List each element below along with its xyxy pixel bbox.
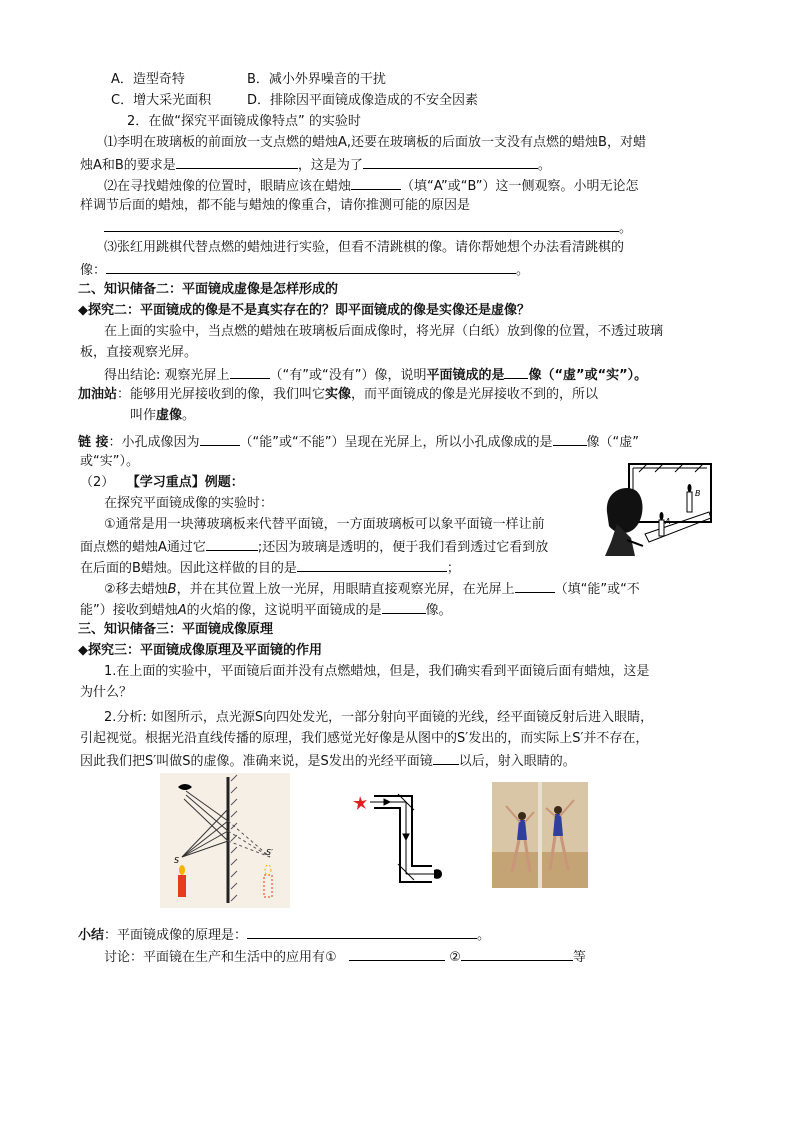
q2-p2-end: 。 bbox=[619, 221, 633, 236]
example-intro: 在探究平面镜成像的实验时： bbox=[104, 496, 274, 511]
answer-blank[interactable] bbox=[247, 924, 477, 939]
option-d: D．排除因平面镜成像造成的不安全因素 bbox=[247, 93, 479, 108]
example-s1-line3 bbox=[80, 557, 460, 579]
q2-p1-text1: 烛A和B的要求是 bbox=[80, 158, 176, 173]
jiayou-line2 bbox=[130, 406, 195, 426]
q2-p1-line2 bbox=[80, 154, 551, 176]
summary-end: 。 bbox=[477, 928, 491, 943]
answer-blank[interactable] bbox=[382, 599, 426, 614]
option-a: A．造型奇特 bbox=[111, 72, 185, 87]
answer-blank[interactable] bbox=[504, 364, 528, 379]
q2-p1-text2: ，这是为了 bbox=[297, 158, 363, 173]
label-b: B bbox=[695, 489, 701, 498]
section2-conclusion bbox=[104, 364, 647, 386]
gymnast-mirror-photo bbox=[492, 782, 588, 888]
observer-head bbox=[607, 488, 643, 533]
section2-para-line1: 在上面的实验中，当点燃的蜡烛在玻璃板后面成像时，将光屏（白纸）放到像的位置，不透过玻璃 bbox=[104, 324, 664, 339]
example-title: 【学习重点】例题： bbox=[126, 475, 244, 490]
section3-heading: 三、知识储备三：平面镜成像原理 bbox=[78, 622, 274, 637]
jiayou-label: 加油站 bbox=[78, 387, 118, 402]
summary-text: ：平面镜成像的原理是： bbox=[104, 928, 248, 943]
answer-blank[interactable] bbox=[230, 364, 270, 379]
reflection-diagram bbox=[160, 773, 290, 908]
label-s-prime: S′ bbox=[266, 848, 273, 857]
jiayou-line1 bbox=[78, 385, 598, 405]
section3-explore: ◆探究三：平面镜成像原理及平面镜的作用 bbox=[78, 643, 322, 658]
example-s2-line1 bbox=[104, 578, 640, 600]
answer-blank[interactable] bbox=[106, 259, 516, 274]
answer-blank[interactable] bbox=[349, 946, 445, 961]
s2-text6: 像。 bbox=[425, 603, 452, 618]
candle-a bbox=[659, 520, 664, 536]
s2-text4: 能”）接收到蜡烛 bbox=[80, 603, 178, 618]
q2-p2-line1 bbox=[104, 175, 638, 197]
example-s1-line1: ①通常是用一块薄玻璃板来代替平面镜，一方面玻璃板可以象平面镜一样让前 bbox=[104, 517, 545, 532]
q2-p2-text2: （填“A”或“B”）这一侧观察。小明无论怎 bbox=[401, 179, 639, 194]
discuss-text: 讨论：平面镜在生产和生活中的应用有① bbox=[104, 950, 337, 965]
section3-q1-line1 bbox=[104, 662, 649, 682]
s2-text5: 的火焰的像，这说明平面镜成的是 bbox=[186, 603, 382, 618]
section3-q1-line2: 为什么？ bbox=[80, 685, 133, 700]
summary-label: 小结 bbox=[78, 928, 105, 943]
s1-text2: ;还因为玻璃是透明的，便于我们看到透过它看到放 bbox=[257, 540, 549, 555]
section3-q2-line2: 引起视觉。根据光沿直线传播的原理，我们感觉光好像是从图中的S′发出的，而实际上S′并不存在， bbox=[80, 731, 649, 746]
q2-p3-text1: 像： bbox=[80, 263, 107, 278]
glass-experiment-figure bbox=[605, 462, 715, 558]
light-source-icon bbox=[353, 796, 367, 810]
q2-p1-line1: ⑴李明在玻璃板的前面放一支点燃的蜡烛A,还要在玻璃板的后面放一支没有点燃的蜡烛B，对蜡 bbox=[104, 135, 646, 150]
section2-para-line2: 板，直接观察光屏。 bbox=[80, 345, 198, 360]
q2-title: 2．在做“探究平面镜成像特点” 的实验时 bbox=[127, 114, 361, 129]
answer-blank[interactable] bbox=[351, 175, 401, 190]
q2-text1: 因此我们把S′叫做S的虚像。准确来说，是S发出的光经平面镜 bbox=[80, 754, 433, 769]
option-c: C．增大采光面积 bbox=[111, 93, 212, 108]
section3-q2-line3 bbox=[80, 750, 576, 772]
answer-blank[interactable] bbox=[461, 946, 573, 961]
answer-blank[interactable] bbox=[433, 750, 459, 765]
s2-a: A bbox=[177, 603, 187, 618]
mirror-edge bbox=[538, 782, 542, 888]
summary-line bbox=[78, 924, 490, 946]
link-text2: （“能”或“不能”）呈现在光屏上，所以小孔成像成的是 bbox=[239, 435, 553, 450]
answer-blank[interactable] bbox=[553, 431, 587, 446]
jiayou-text3: 叫作 bbox=[130, 408, 157, 423]
q2-p3-line1: ⑶张红用跳棋代替点燃的蜡烛进行实验，但看不清跳棋的像。请你帮她想个办法看清跳棋的 bbox=[104, 240, 625, 255]
q2-p3-line2 bbox=[80, 259, 529, 281]
candle-real bbox=[178, 875, 186, 897]
link-text1: ：小孔成像因为 bbox=[108, 435, 200, 450]
flame-real bbox=[179, 865, 185, 875]
periscope-diagram bbox=[350, 790, 450, 890]
circle-two: ② bbox=[449, 950, 461, 965]
jiayou-virtual: 虚像 bbox=[156, 408, 183, 423]
example-s2-line2 bbox=[80, 599, 452, 621]
conclusion-text3: 平面镜成的是 bbox=[426, 368, 505, 383]
example-s1-line2 bbox=[80, 536, 548, 558]
jiayou-text2: ，而平面镜成的像是光屏接收不到的，所以 bbox=[351, 387, 599, 402]
q2-p2-line2: 样调节后面的蜡烛，都不能与蜡烛的像重合，请你推测可能的原因是 bbox=[80, 198, 471, 213]
example-num: （2） bbox=[80, 475, 115, 490]
answer-blank[interactable] bbox=[206, 536, 258, 551]
s1-text1: 面点燃的蜡烛A通过它 bbox=[80, 540, 206, 555]
section2-explore: ◆探究二：平面镜成的像是不是真实存在的？即平面镜成的像是实像还是虚像？ bbox=[78, 303, 530, 318]
answer-blank[interactable] bbox=[104, 217, 619, 232]
etc-text: 等 bbox=[572, 950, 586, 965]
link-text3: 像（“虚” bbox=[586, 435, 639, 450]
link-line2: 或“实”）。 bbox=[80, 454, 139, 469]
q2-p2-line3 bbox=[104, 217, 632, 239]
q2-text2: 以后，射入眼睛的。 bbox=[458, 754, 576, 769]
q2-p1-text3: 。 bbox=[537, 158, 551, 173]
section3-q1-text: 1.在上面的实验中，平面镜后面并没有点燃蜡烛，但是，我们确实看到平面镜后面有蜡烛，这是 bbox=[104, 664, 650, 679]
s2-text3: （填“能”或“不 bbox=[554, 582, 640, 597]
q2-p2-text1: ⑵在寻找蜡烛像的位置时，眼睛应该在蜡烛 bbox=[104, 179, 352, 194]
candle-b bbox=[687, 492, 692, 512]
conclusion-text2: （“有”或“没有”）像，说明 bbox=[269, 368, 427, 383]
answer-blank[interactable] bbox=[176, 154, 298, 169]
eye-icon bbox=[434, 869, 442, 879]
answer-blank[interactable] bbox=[200, 431, 240, 446]
link-label: 链 接 bbox=[78, 435, 109, 450]
s1-text4: ； bbox=[446, 561, 460, 576]
s2-text2: ，并在其位置上放一光屏，用眼睛直接观察光屏，在光屏上 bbox=[176, 582, 515, 597]
s2-text1: ②移去蜡烛 bbox=[104, 582, 168, 597]
jiayou-text1: ：能够用光屏接收到的像，我们叫它 bbox=[117, 387, 326, 402]
answer-blank[interactable] bbox=[297, 557, 447, 572]
s2-b: B bbox=[167, 582, 177, 597]
answer-blank[interactable] bbox=[363, 154, 538, 169]
conclusion-text4: 像（“虚”或“实”）。 bbox=[528, 368, 648, 383]
conclusion-text1: 得出结论: 观察光屏上 bbox=[104, 368, 230, 383]
example-heading bbox=[80, 473, 244, 493]
jiayou-end: 。 bbox=[182, 408, 196, 423]
s1-text3: 在后面的B蜡烛。因此这样做的目的是 bbox=[80, 561, 297, 576]
label-a: A bbox=[665, 517, 671, 526]
section3-q2-line1: 2.分析: 如图所示，点光源S向四处发光，一部分射向平面镜的光线，经平面镜反射后进入眼睛， bbox=[104, 710, 654, 725]
label-s: S bbox=[174, 856, 180, 865]
link-line1 bbox=[78, 431, 639, 453]
answer-blank[interactable] bbox=[515, 578, 555, 593]
option-b: B．减小外界噪音的干扰 bbox=[247, 72, 386, 87]
jiayou-real: 实像 bbox=[325, 387, 352, 402]
section2-heading: 二、知识储备二：平面镜成虚像是怎样形成的 bbox=[78, 282, 339, 297]
q2-p3-end: 。 bbox=[516, 263, 530, 278]
discussion-line bbox=[104, 946, 586, 968]
